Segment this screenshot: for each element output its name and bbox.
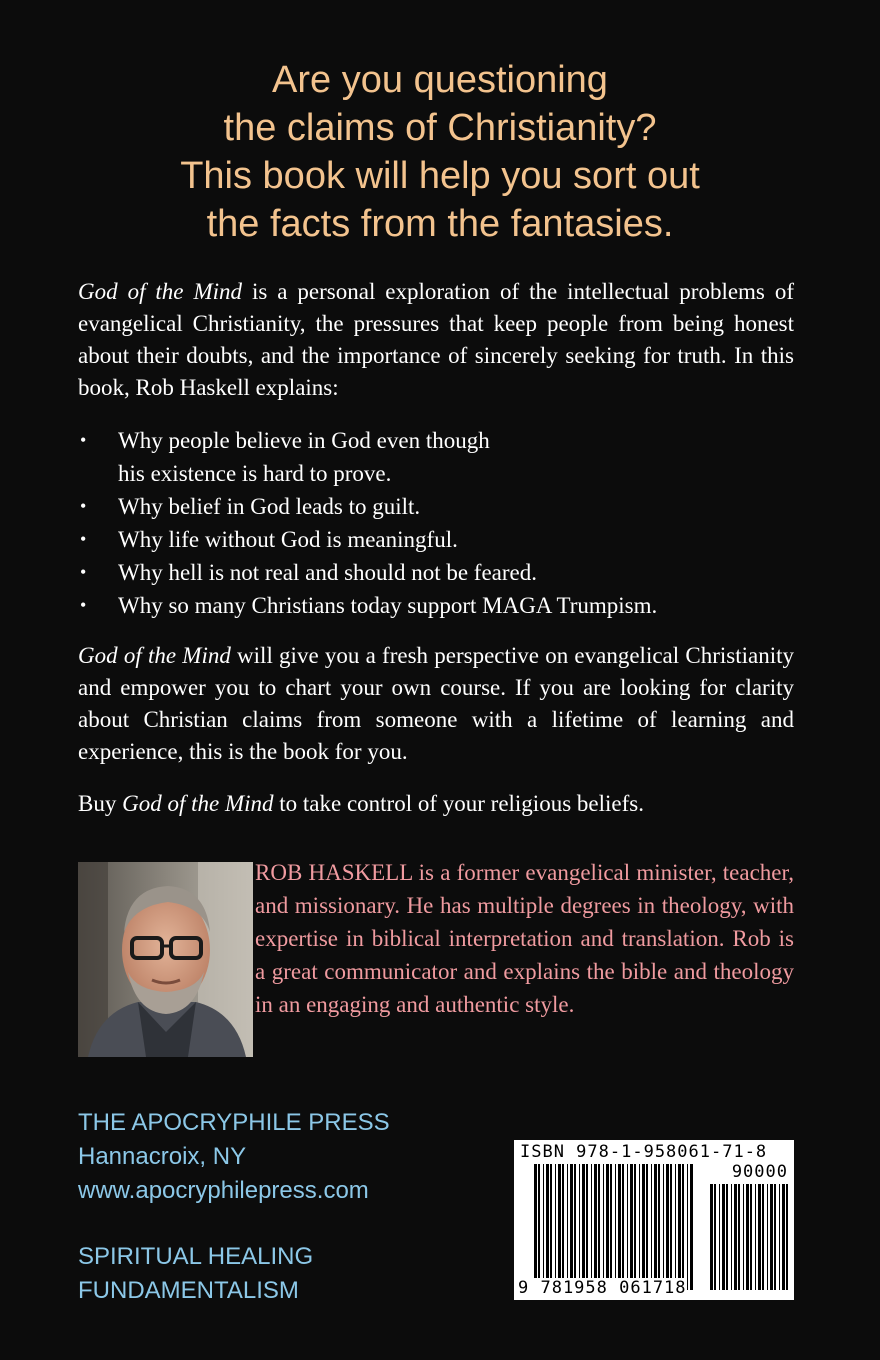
intro-paragraph xyxy=(78,276,794,404)
book-title: God of the Mind xyxy=(122,791,274,816)
barcode-bar xyxy=(786,1184,788,1290)
price-code: 90000 xyxy=(731,1162,788,1182)
cta-prefix: Buy xyxy=(78,791,123,816)
isbn-label: ISBN 978-1-958061-71-8 xyxy=(520,1142,768,1162)
explains-list xyxy=(78,424,794,622)
barcode-bar xyxy=(678,1164,681,1290)
category: FUNDAMENTALISM xyxy=(78,1277,299,1304)
barcode-bar xyxy=(651,1164,652,1290)
isbn-barcode xyxy=(514,1140,794,1300)
barcode-bar xyxy=(710,1184,713,1290)
barcode-bar xyxy=(731,1184,732,1290)
barcode-bar xyxy=(690,1164,693,1290)
author-photo xyxy=(78,862,253,1057)
hook-line: Are you questioning xyxy=(272,59,608,101)
barcode-bar xyxy=(755,1184,756,1290)
barcode-bar xyxy=(570,1164,573,1290)
author-bio-text: ROB HASKELL is a former evangelical minister, teacher, and missionary. He has multiple degrees in theology, with expertise in biblical interpretation and translation. Rob is a great communicator and explains the bible and theology in an engaging and authentic style. xyxy=(255,860,794,1017)
publisher-website: www.apocryphilepress.com xyxy=(78,1177,369,1204)
barcode-bar xyxy=(738,1184,740,1290)
barcode-bar xyxy=(562,1164,564,1290)
barcode-bar xyxy=(682,1164,684,1290)
barcode-bar xyxy=(610,1164,612,1290)
pitch-paragraph xyxy=(78,640,794,768)
barcode-bar xyxy=(687,1164,688,1290)
book-title: God of the Mind xyxy=(78,279,243,304)
list-item: • Why life without God is meaningful. xyxy=(78,523,794,556)
barcode-bar xyxy=(603,1164,604,1290)
barcode-bar xyxy=(675,1164,676,1290)
publisher-location: Hannacroix, NY xyxy=(78,1143,247,1170)
author-portrait-illustration xyxy=(78,862,253,1057)
barcode-bar xyxy=(658,1164,660,1290)
barcode-bar xyxy=(743,1184,744,1290)
barcode-bar xyxy=(762,1184,764,1290)
barcode-bar xyxy=(734,1184,737,1290)
book-title: God of the Mind xyxy=(78,643,231,668)
barcode-bar xyxy=(719,1184,720,1290)
barcode-bar xyxy=(758,1184,761,1290)
intro-text: is a personal exploration of the intellectual problems of evangelical Christianity, the pressures that keep people from being honest about their doubts, and the importance of sincerely seeking for truth. In this book, Rob Haskell explains: xyxy=(78,279,794,400)
barcode-bar xyxy=(555,1164,556,1290)
barcode-bar xyxy=(630,1164,633,1290)
barcode-bar xyxy=(586,1164,588,1290)
barcode-bar xyxy=(670,1164,672,1290)
barcode-bar xyxy=(598,1164,600,1290)
pitch-text: will give you a fresh perspective on evangelical Christianity and empower you to chart your own course. If you are looking for clarity about Christian claims from someone with a lifetime of learning and experience, this is the book for you. xyxy=(78,643,794,764)
barcode-bar xyxy=(543,1164,544,1290)
barcode-bar xyxy=(642,1164,645,1290)
ean-digits: 9 781958 061718 xyxy=(518,1278,687,1298)
barcode-bar xyxy=(574,1164,576,1290)
barcode-bar xyxy=(558,1164,561,1290)
list-item: • Why belief in God leads to guilt. xyxy=(78,490,794,523)
barcode-bar xyxy=(615,1164,616,1290)
barcode-bar xyxy=(622,1164,624,1290)
list-item: • Why hell is not real and should not be feared. xyxy=(78,556,794,589)
barcode-bar xyxy=(546,1164,549,1290)
barcode-bar xyxy=(594,1164,597,1290)
barcode-bar xyxy=(774,1184,776,1290)
barcode-bar xyxy=(779,1184,780,1290)
barcode-bar xyxy=(767,1184,768,1290)
call-to-action xyxy=(78,788,794,820)
barcode-bar xyxy=(782,1184,785,1290)
barcode-bar xyxy=(726,1184,728,1290)
barcode-bar xyxy=(627,1164,628,1290)
barcode-bar xyxy=(722,1184,725,1290)
category: SPIRITUAL HEALING xyxy=(78,1243,314,1270)
barcode-bar xyxy=(567,1164,568,1290)
list-item: • Why people believe in God even though xyxy=(78,424,794,457)
barcode-bar xyxy=(654,1164,657,1290)
list-item-continuation: his existence is hard to prove. xyxy=(118,461,392,486)
barcode-bar xyxy=(582,1164,585,1290)
barcode-bar xyxy=(634,1164,636,1290)
author-bio xyxy=(255,856,794,1021)
barcode-bar xyxy=(746,1184,749,1290)
hook-line: the claims of Christianity? xyxy=(223,107,657,149)
barcode-bar xyxy=(534,1164,537,1290)
cta-suffix: to take control of your religious beliefs. xyxy=(273,791,644,816)
barcode-bar xyxy=(538,1164,540,1290)
hook-heading xyxy=(0,56,880,248)
barcode-bar xyxy=(666,1164,669,1290)
barcode-bar xyxy=(663,1164,664,1290)
hook-line: This book will help you sort out xyxy=(180,155,700,197)
list-item: • Why so many Christians today support MAGA Trumpism. xyxy=(78,589,794,622)
barcode-bar xyxy=(606,1164,609,1290)
barcode-bar xyxy=(770,1184,773,1290)
barcode-bar xyxy=(618,1164,621,1290)
hook-line: the facts from the fantasies. xyxy=(206,203,674,245)
publisher-block xyxy=(78,1106,390,1208)
barcode-bar xyxy=(714,1184,716,1290)
barcode-bar xyxy=(646,1164,648,1290)
category-block xyxy=(78,1240,313,1308)
barcode-bar xyxy=(750,1184,752,1290)
barcode-bar xyxy=(579,1164,580,1290)
barcode-bar xyxy=(550,1164,552,1290)
publisher-name: THE APOCRYPHILE PRESS xyxy=(78,1109,390,1136)
barcode-bar xyxy=(591,1164,592,1290)
barcode-bar xyxy=(639,1164,640,1290)
